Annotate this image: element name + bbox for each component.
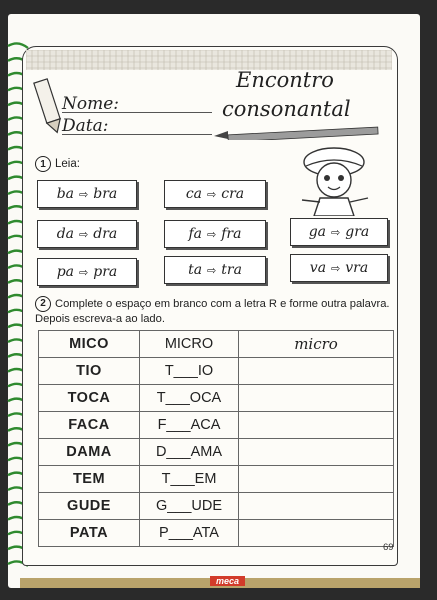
blank-cell[interactable]: G___UDE bbox=[140, 493, 239, 520]
spiral-ring bbox=[8, 43, 28, 48]
exercise-2-number: 2 bbox=[35, 296, 51, 312]
arrow-icon: ⇨ bbox=[207, 227, 217, 241]
header-grid-band bbox=[26, 50, 392, 70]
arrow-icon: ⇨ bbox=[79, 187, 89, 201]
arrow-icon: ⇨ bbox=[207, 263, 217, 277]
word-cell: TOCA bbox=[39, 385, 140, 412]
answer-cell[interactable] bbox=[239, 358, 394, 385]
syllable-to: gra bbox=[345, 224, 370, 240]
syllable-to: cra bbox=[221, 186, 245, 202]
name-line[interactable] bbox=[62, 112, 212, 113]
name-label: Nome: bbox=[62, 94, 120, 114]
title-line-1: Encontro bbox=[236, 68, 334, 92]
answer-cell[interactable] bbox=[239, 385, 394, 412]
blank-cell[interactable]: D___AMA bbox=[140, 439, 239, 466]
arrow-icon: ⇨ bbox=[331, 261, 341, 275]
exercise-1-number: 1 bbox=[35, 156, 51, 172]
word-cell: MICO bbox=[39, 331, 140, 358]
arrow-icon: ⇨ bbox=[331, 225, 341, 239]
exercise-2-instruction bbox=[35, 296, 390, 326]
word-cell: GUDE bbox=[39, 493, 140, 520]
blank-cell[interactable]: F___ACA bbox=[140, 412, 239, 439]
word-cell: TIO bbox=[39, 358, 140, 385]
blank-cell[interactable]: T___IO bbox=[140, 358, 239, 385]
table-row bbox=[39, 466, 394, 493]
answer-cell[interactable]: micro bbox=[239, 331, 394, 358]
arrow-icon: ⇨ bbox=[207, 187, 217, 201]
arrow-icon: ⇨ bbox=[79, 227, 89, 241]
table-row bbox=[39, 493, 394, 520]
date-label: Data: bbox=[62, 116, 109, 136]
word-cell: DAMA bbox=[39, 439, 140, 466]
exercise-2-text-line-1: Complete o espaço em branco com a letra R e forme outra palavra. bbox=[55, 297, 390, 310]
syllable-to: bra bbox=[93, 186, 118, 202]
answer-cell[interactable] bbox=[239, 412, 394, 439]
syllable-to: tra bbox=[221, 262, 242, 278]
table-row bbox=[39, 439, 394, 466]
syllable-from: ta bbox=[188, 262, 203, 278]
blank-cell[interactable]: P___ATA bbox=[140, 520, 239, 547]
table-row bbox=[39, 358, 394, 385]
arrow-icon: ⇨ bbox=[79, 265, 89, 279]
exercise-1-instruction bbox=[35, 156, 80, 172]
brand-logo: meca bbox=[210, 576, 245, 586]
answer-cell[interactable] bbox=[239, 493, 394, 520]
syllable-to: dra bbox=[93, 226, 118, 242]
title-line-2: consonantal bbox=[222, 97, 351, 121]
blank-cell[interactable]: MICRO bbox=[140, 331, 239, 358]
table-row bbox=[39, 331, 394, 358]
syllable-to: fra bbox=[221, 226, 242, 242]
syllable-card bbox=[37, 258, 137, 286]
word-cell: FACA bbox=[39, 412, 140, 439]
table-row bbox=[39, 520, 394, 547]
exercise-1-text: Leia: bbox=[55, 158, 80, 170]
word-table bbox=[38, 330, 394, 547]
syllable-card bbox=[164, 180, 266, 208]
answer-cell[interactable] bbox=[239, 439, 394, 466]
answer-cell[interactable] bbox=[239, 466, 394, 493]
table-row bbox=[39, 385, 394, 412]
syllable-from: ga bbox=[308, 224, 327, 240]
date-line[interactable] bbox=[62, 134, 212, 135]
syllable-to: vra bbox=[345, 260, 369, 276]
answer-cell[interactable] bbox=[239, 520, 394, 547]
syllable-card bbox=[290, 218, 388, 246]
syllable-from: pa bbox=[56, 264, 75, 280]
syllable-from: da bbox=[56, 226, 75, 242]
syllable-from: va bbox=[309, 260, 327, 276]
exercise-2-text-line-2: Depois escreva-a ao lado. bbox=[35, 313, 165, 325]
blank-cell[interactable]: T___EM bbox=[140, 466, 239, 493]
table-row bbox=[39, 412, 394, 439]
syllable-to: pra bbox=[93, 264, 118, 280]
pencil-underline-icon bbox=[212, 126, 392, 140]
word-cell: PATA bbox=[39, 520, 140, 547]
blank-cell[interactable]: T___OCA bbox=[140, 385, 239, 412]
syllable-from: ca bbox=[185, 186, 203, 202]
syllable-from: ba bbox=[56, 186, 75, 202]
syllable-card bbox=[164, 256, 266, 284]
page-number: 69 bbox=[383, 542, 394, 553]
syllable-from: fa bbox=[188, 226, 203, 242]
girl-illustration bbox=[290, 140, 380, 216]
syllable-card bbox=[37, 220, 137, 248]
syllable-card bbox=[290, 254, 388, 282]
syllable-card bbox=[37, 180, 137, 208]
syllable-card bbox=[164, 220, 266, 248]
word-cell: TEM bbox=[39, 466, 140, 493]
